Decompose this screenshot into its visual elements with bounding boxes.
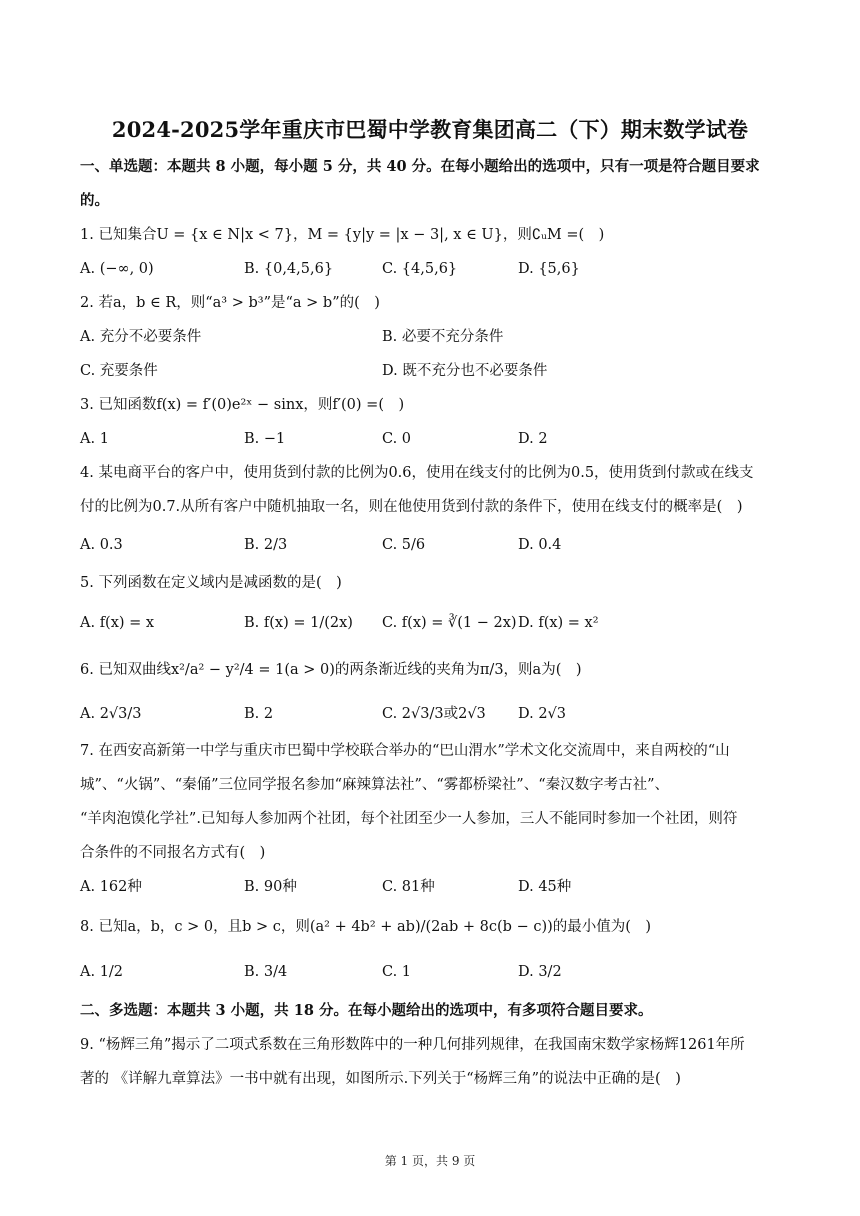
q3-option-c: C. 0 [382,431,412,447]
q5-option-c: C. f(x) = ∛(1 − 2x) [382,615,517,631]
q7-stem-line2: 城”、“火锅”、“秦俑”三位同学报名参加“麻辣算法社”、“雾都桥梁社”、“秦汉数字考古社”、 [80,777,670,793]
q6-option-d: D. 2√3 [518,706,567,722]
q8-option-b: B. 3/4 [244,964,288,980]
q1-option-d: D. {5,6} [518,261,580,277]
q1-option-a: A. (−∞, 0) [80,261,154,277]
q1-option-b: B. {0,4,5,6} [244,261,334,277]
q7-option-c: C. 81种 [382,879,435,895]
q4-option-c: C. 5/6 [382,537,426,553]
q7-stem-line1: 7. 在西安高新第一中学与重庆市巴蜀中学校联合举办的“巴山渭水”学术文化交流周中，来自两校的“山 [80,743,730,759]
q4-option-d: D. 0.4 [518,537,562,553]
q8-option-d: D. 3/2 [518,964,562,980]
q7-option-d: D. 45种 [518,879,572,895]
q6-stem: 6. 已知双曲线x²/a² − y²/4 = 1(a > 0)的两条渐近线的夹角为π/3，则a为( ) [80,662,582,678]
q6-option-c: C. 2√3/3或2√3 [382,706,486,722]
page-title: 2024-2025学年重庆市巴蜀中学教育集团高二（下）期末数学试卷 [111,117,749,142]
q3-stem: 3. 已知函数f(x) = f′(0)e²ˣ − sinx，则f′(0) =( ) [80,397,405,413]
q7-stem-line3: “羊肉泡馍化学社”.已知每人参加两个社团，每个社团至少一人参加，三人不能同时参加一个社团，则符 [80,811,738,827]
q9-stem-line1: 9. “杨辉三角”揭示了二项式系数在三角形数阵中的一种几何排列规律，在我国南宋数学家杨辉1261年所 [80,1037,745,1053]
q5-option-b: B. f(x) = 1/(2x) [244,615,353,631]
q6-option-b: B. 2 [244,706,274,722]
q9-stem-line2: 著的 《详解九章算法》一书中就有出现，如图所示.下列关于“杨辉三角”的说法中正确的是( ) [80,1071,681,1087]
section1-heading-line2: 的。 [80,192,109,209]
q4-stem-line2: 付的比例为0.7.从所有客户中随机抽取一名，则在他使用货到付款的条件下，使用在线支付的概率是( ) [80,499,743,515]
q4-stem-line1: 4. 某电商平台的客户中，使用货到付款的比例为0.6，使用在线支付的比例为0.5，使用货到付款或在线支 [80,465,754,481]
q4-option-b: B. 2/3 [244,537,288,553]
q1-option-c: C. {4,5,6} [382,261,458,277]
q7-option-b: B. 90种 [244,879,297,895]
q2-stem: 2. 若a，b ∈ R，则“a³ > b³”是“a > b”的( ) [80,295,380,311]
q5-stem: 5. 下列函数在定义域内是减函数的是( ) [80,575,342,591]
q3-option-a: A. 1 [80,431,109,447]
q4-option-a: A. 0.3 [80,537,123,553]
section2-heading: 二、多选题：本题共 3 小题，共 18 分。在每小题给出的选项中，有多项符合题目要求。 [80,1002,653,1019]
q2-option-a: A. 充分不必要条件 [80,329,202,345]
q2-option-d: D. 既不充分也不必要条件 [382,363,548,379]
q1-stem: 1. 已知集合U = {x ∈ N|x < 7}，M = {y|y = |x − 3|, x ∈ U}，则∁ᵤM =( ) [80,227,605,243]
q3-option-d: D. 2 [518,431,548,447]
q5-option-a: A. f(x) = x [80,615,155,631]
q3-option-b: B. −1 [244,431,286,447]
q7-stem-line4: 合条件的不同报名方式有( ) [80,845,266,861]
q7-option-a: A. 162种 [80,879,142,895]
q6-option-a: A. 2√3/3 [80,706,142,722]
q2-option-b: B. 必要不充分条件 [382,329,504,345]
page-footer: 第 1 页，共 9 页 [384,1154,476,1168]
q8-option-a: A. 1/2 [80,964,124,980]
q5-option-d: D. f(x) = x² [518,615,599,631]
q2-option-c: C. 充要条件 [80,363,158,379]
q8-option-c: C. 1 [382,964,412,980]
q8-stem: 8. 已知a，b，c > 0，且b > c，则(a² + 4b² + ab)/(2ab + 8c(b − c))的最小值为( ) [80,919,652,935]
section1-heading-line1: 一、单选题：本题共 8 小题，每小题 5 分，共 40 分。在每小题给出的选项中，只有一项是符合题目要求 [80,158,760,175]
